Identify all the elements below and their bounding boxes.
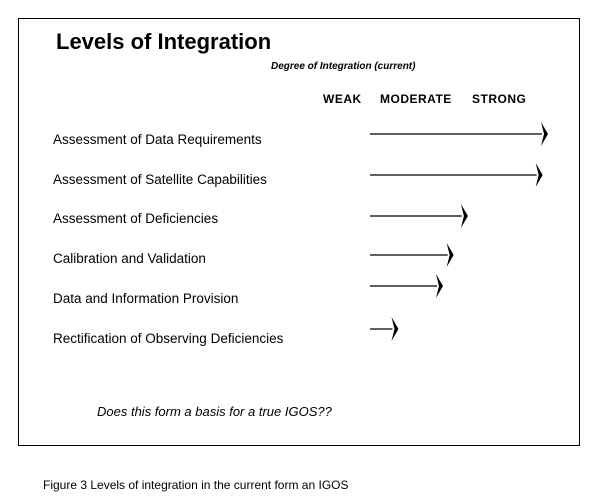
slide-title: Levels of Integration bbox=[56, 29, 272, 54]
closing-question: Does this form a basis for a true IGOS?? bbox=[97, 404, 332, 419]
row-label-satellite-capabilities: Assessment of Satellite Capabilities bbox=[53, 172, 267, 187]
figure-caption: Figure 3 Levels of integration in the current form an IGOS bbox=[43, 478, 349, 492]
row-label-rectification: Rectification of Observing Deficiencies bbox=[53, 331, 284, 346]
integration-arrow bbox=[370, 163, 543, 187]
scale-weak-label: WEAK bbox=[323, 92, 362, 106]
integration-arrow bbox=[370, 274, 443, 298]
arrow-head bbox=[536, 163, 543, 187]
integration-arrow bbox=[370, 122, 548, 146]
row-label-data-information-provision: Data and Information Provision bbox=[53, 291, 239, 306]
scale-strong-label: STRONG bbox=[472, 92, 527, 106]
integration-arrow bbox=[370, 317, 398, 341]
integration-arrow bbox=[370, 243, 454, 267]
arrow-head bbox=[461, 204, 468, 228]
axis-subtitle: Degree of Integration (current) bbox=[271, 61, 416, 72]
arrow-head bbox=[541, 122, 548, 146]
row-label-deficiencies: Assessment of Deficiencies bbox=[53, 211, 219, 226]
scale-moderate-label: MODERATE bbox=[380, 92, 452, 106]
arrow-head bbox=[436, 274, 443, 298]
row-label-data-requirements: Assessment of Data Requirements bbox=[53, 132, 262, 147]
integration-arrow bbox=[370, 204, 468, 228]
arrow-head bbox=[447, 243, 454, 267]
arrow-head bbox=[391, 317, 398, 341]
row-label-calibration-validation: Calibration and Validation bbox=[53, 251, 206, 266]
